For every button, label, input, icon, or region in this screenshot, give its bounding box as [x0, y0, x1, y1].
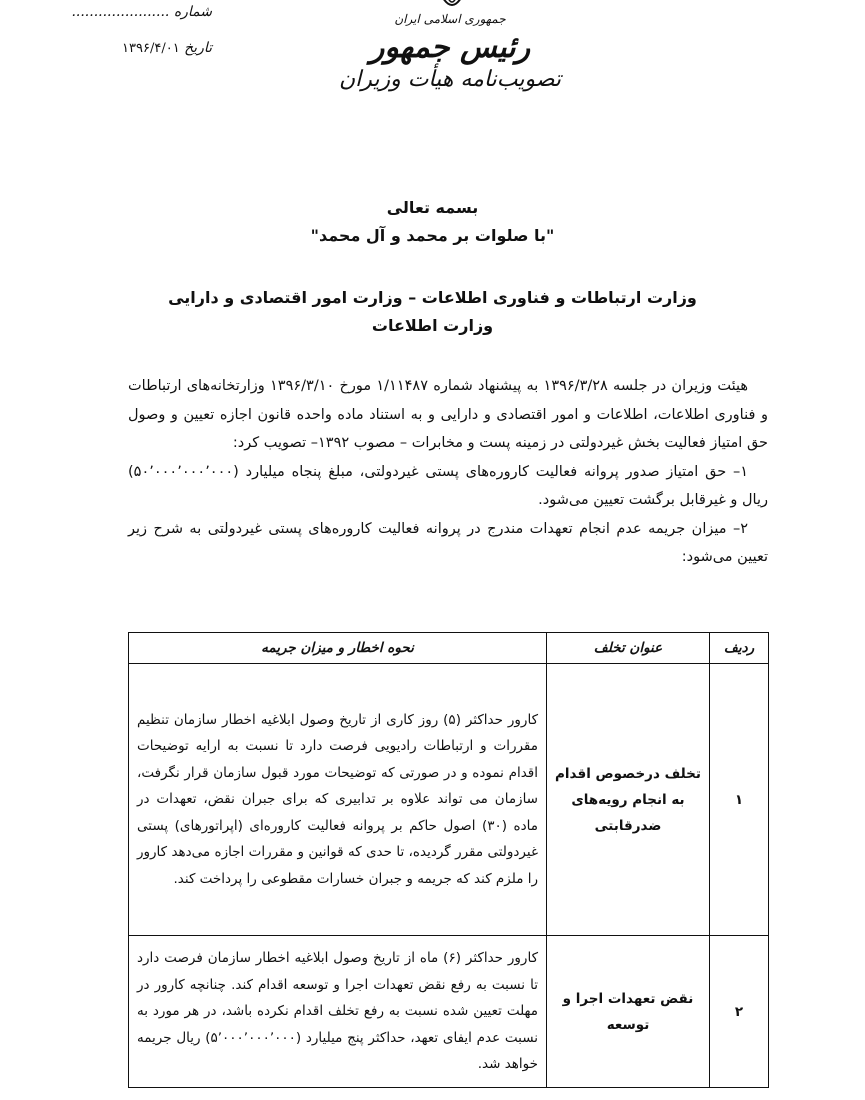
- letter-meta: [62, 4, 212, 68]
- addressees-line1: وزارت ارتباطات و فناوری اطلاعات – وزارت امور اقتصادی و دارایی: [168, 288, 697, 307]
- intro-paragraph: هیئت وزیران در جلسه ۱۳۹۶/۳/۲۸ به پیشنهاد شماره ۱/۱۱۴۸۷ مورخ ۱۳۹۶/۳/۱۰ وزارتخانه‌های ارتباطات و فناوری اطلاعات، اطلاعات و امور اقتصادی و دارایی و به استناد ماده واحده قانون اجازه تعیین و وصول حق امتیاز فعالیت بخش غیردولتی در زمینه پست و مخابرات – مصوب ۱۳۹۲– تصویب کرد:: [128, 378, 768, 451]
- date-row: [62, 40, 212, 68]
- date-value: ۱۳۹۶/۴/۰۱: [122, 41, 180, 56]
- salawat: "با صلوات بر محمد و آل محمد": [310, 226, 555, 245]
- header-violation: عنوان تخلف: [547, 633, 710, 664]
- row-number: ۱: [710, 664, 769, 936]
- decree-title: تصویب‌نامه هیأت وزیران: [338, 67, 562, 92]
- bismillah: بسمه تعالی: [386, 198, 479, 217]
- penalty-description: کارور حداکثر (۶) ماه از تاریخ وصول ابلاغیه اخطار سازمان فرصت دارد تا نسبت به رفع نقض تعهدات اجرا و توسعه اقدام کند. چنانچه کارور در مهلت تعیین شده نسبت به رفع تخلف اقدام نکرده باشد، در هر مورد به نسبت عدم ایفای تعهد، حداکثر پنج میلیارد (۵٬۰۰۰٬۰۰۰٬۰۰۰) ریال جریمه خواهد شد.: [129, 936, 547, 1088]
- table-header-row: [129, 633, 769, 664]
- penalty-description: کارور حداکثر (۵) روز کاری از تاریخ وصول ابلاغیه اخطار سازمان تنظیم مقررات و ارتباطات رادیویی فرصت دارد تا نسبت به ارایه توضیحات اقدام نموده و در صورتی که توضیحات مورد قبول سازمان قرار نگرفت، سازمان می تواند علاوه بر تدابیری که برای جبران نقض، تعهدات در ماده (۳۰) اصول حاکم بر پروانه فعالیت کاروره‌ای (اپراتورهای) پستی غیردولتی مقرر گردیده، تا حدی که قوانین و مقررات اجازه می‌دهد کارور را ملزم کند که جریمه و جبران خسارات مقطوعی را پرداخت کند.: [129, 664, 547, 936]
- header-row-num: ردیف: [710, 633, 769, 664]
- number-row: [62, 4, 212, 32]
- header-penalty: نحوه اخطار و میزان جریمه: [129, 633, 547, 664]
- table-row: [129, 664, 769, 936]
- violation-title: تخلف درخصوص اقدام به انجام رویه‌های ضدرقابتی: [547, 664, 710, 936]
- letterhead: [330, 8, 570, 92]
- president-title: رئیس جمهور: [369, 30, 531, 65]
- addressees-line2: وزارت اطلاعات: [371, 316, 494, 335]
- fines-table: [128, 632, 769, 1088]
- violation-title: نقض تعهدات اجرا و توسعه: [547, 936, 710, 1088]
- item-1: ۱– حق امتیاز صدور پروانه فعالیت کاروره‌های پستی غیردولتی، مبلغ پنجاه میلیارد (۵۰٬۰۰۰٬۰۰۰٬۰۰۰) ریال و غیرقابل برگشت تعیین می‌شود.: [128, 463, 768, 508]
- decree-body: [128, 372, 768, 572]
- republic-name: جمهوری اسلامی ایران: [394, 12, 506, 26]
- number-value: ......................: [71, 4, 170, 20]
- number-label: شماره: [173, 4, 212, 20]
- table-row: [129, 936, 769, 1088]
- item-2: ۲– میزان جریمه عدم انجام تعهدات مندرج در پروانه فعالیت کاروره‌های پستی غیردولتی به شرح زیر تعیین می‌شود:: [128, 520, 768, 565]
- date-label: تاریخ: [184, 40, 212, 56]
- row-number: ۲: [710, 936, 769, 1088]
